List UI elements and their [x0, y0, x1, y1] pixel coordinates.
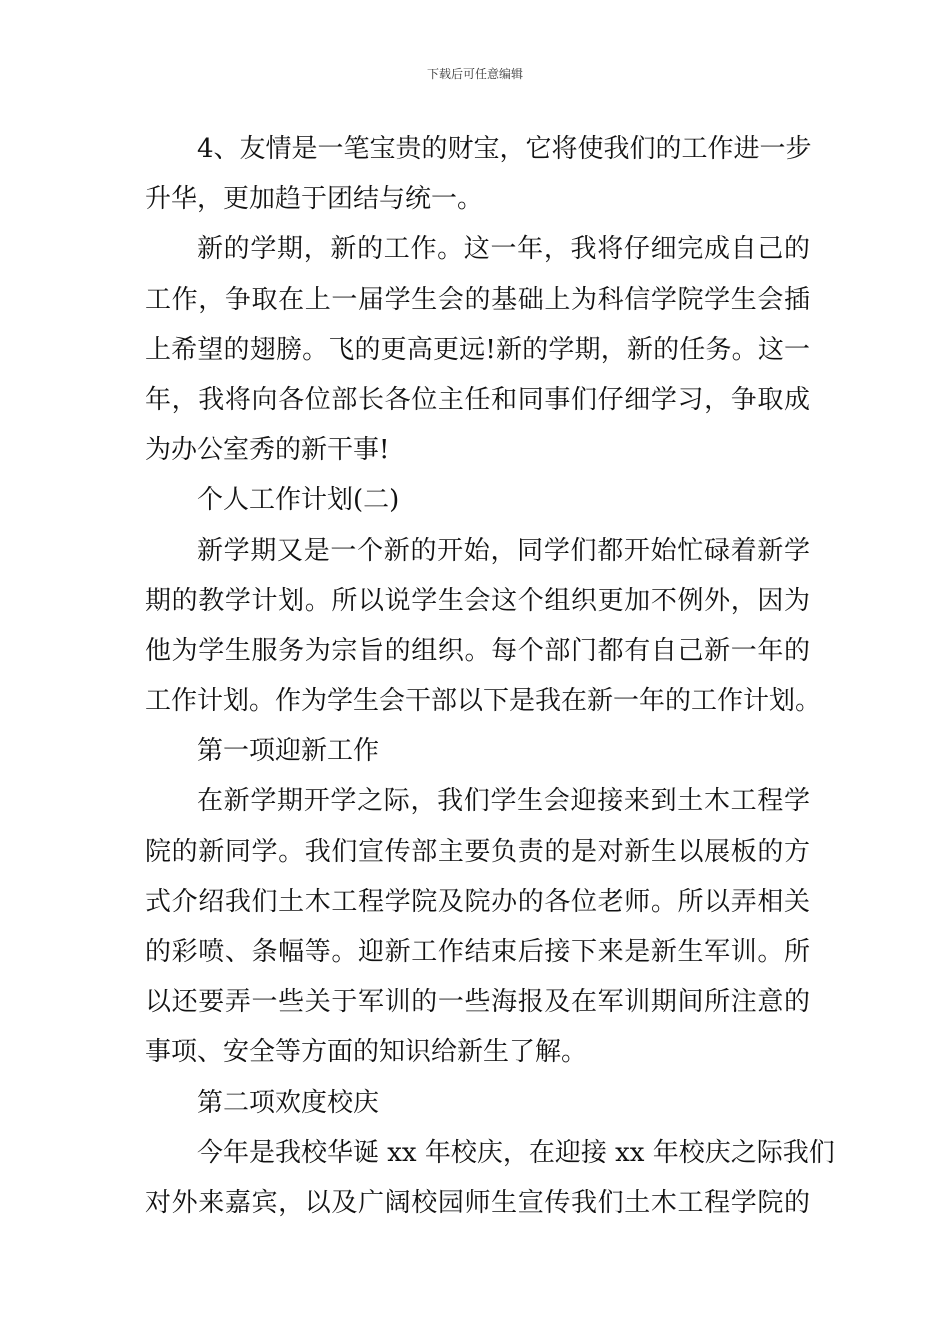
text-line: 对外来嘉宾，以及广阔校园师生宣传我们土木工程学院的	[145, 1187, 810, 1218]
text-line: 升华，更加趋于团结与统一。	[145, 184, 484, 215]
text-line: 工作，争取在上一届学生会的基础上为科信学院学生会插	[145, 284, 810, 315]
text-line: 以还要弄一些关于军训的一些海报及在军训期间所注意的	[145, 987, 810, 1018]
text-line: 工作计划。作为学生会干部以下是我在新一年的工作计划。	[145, 686, 822, 717]
text-line: 新的学期，新的工作。这一年，我将仔细完成自己的	[197, 234, 810, 265]
text-line: 事项、安全等方面的知识给新生了解。	[145, 1037, 588, 1068]
section-heading: 个人工作计划(二)	[197, 485, 400, 516]
text-line: 他为学生服务为宗旨的组织。每个部门都有自己新一年的	[145, 635, 810, 666]
text-line: 4、友情是一笔宝贵的财宝，它将使我们的工作进一步	[197, 134, 812, 164]
text-line: 新学期又是一个新的开始，同学们都开始忙碌着新学	[197, 535, 810, 566]
document-body	[145, 124, 835, 1228]
section-heading: 第二项欢度校庆	[197, 1087, 380, 1118]
text-line: 的彩喷、条幅等。迎新工作结束后接下来是新生军训。所	[145, 937, 810, 967]
text-line: 式介绍我们土木工程学院及院办的各位老师。所以弄相关	[145, 886, 810, 917]
text-line: 年，我将向各位部长各位主任和同事们仔细学习，争取成	[145, 384, 810, 415]
text-line: 在新学期开学之际，我们学生会迎接来到土木工程学	[197, 786, 810, 817]
section-heading: 第一项迎新工作	[197, 736, 380, 767]
text-line: 今年是我校华诞 xx 年校庆，在迎接 xx 年校庆之际我们	[197, 1137, 835, 1168]
text-line: 期的教学计划。所以说学生会这个组织更加不例外，因为	[145, 585, 810, 616]
page-header: 下载后可任意编辑	[426, 67, 523, 81]
text-line: 为办公室秀的新干事!	[145, 435, 390, 466]
text-line: 院的新同学。我们宣传部主要负责的是对新生以展板的方	[145, 836, 810, 867]
text-line: 上希望的翅膀。飞的更高更远!新的学期，新的任务。这一	[145, 334, 810, 365]
